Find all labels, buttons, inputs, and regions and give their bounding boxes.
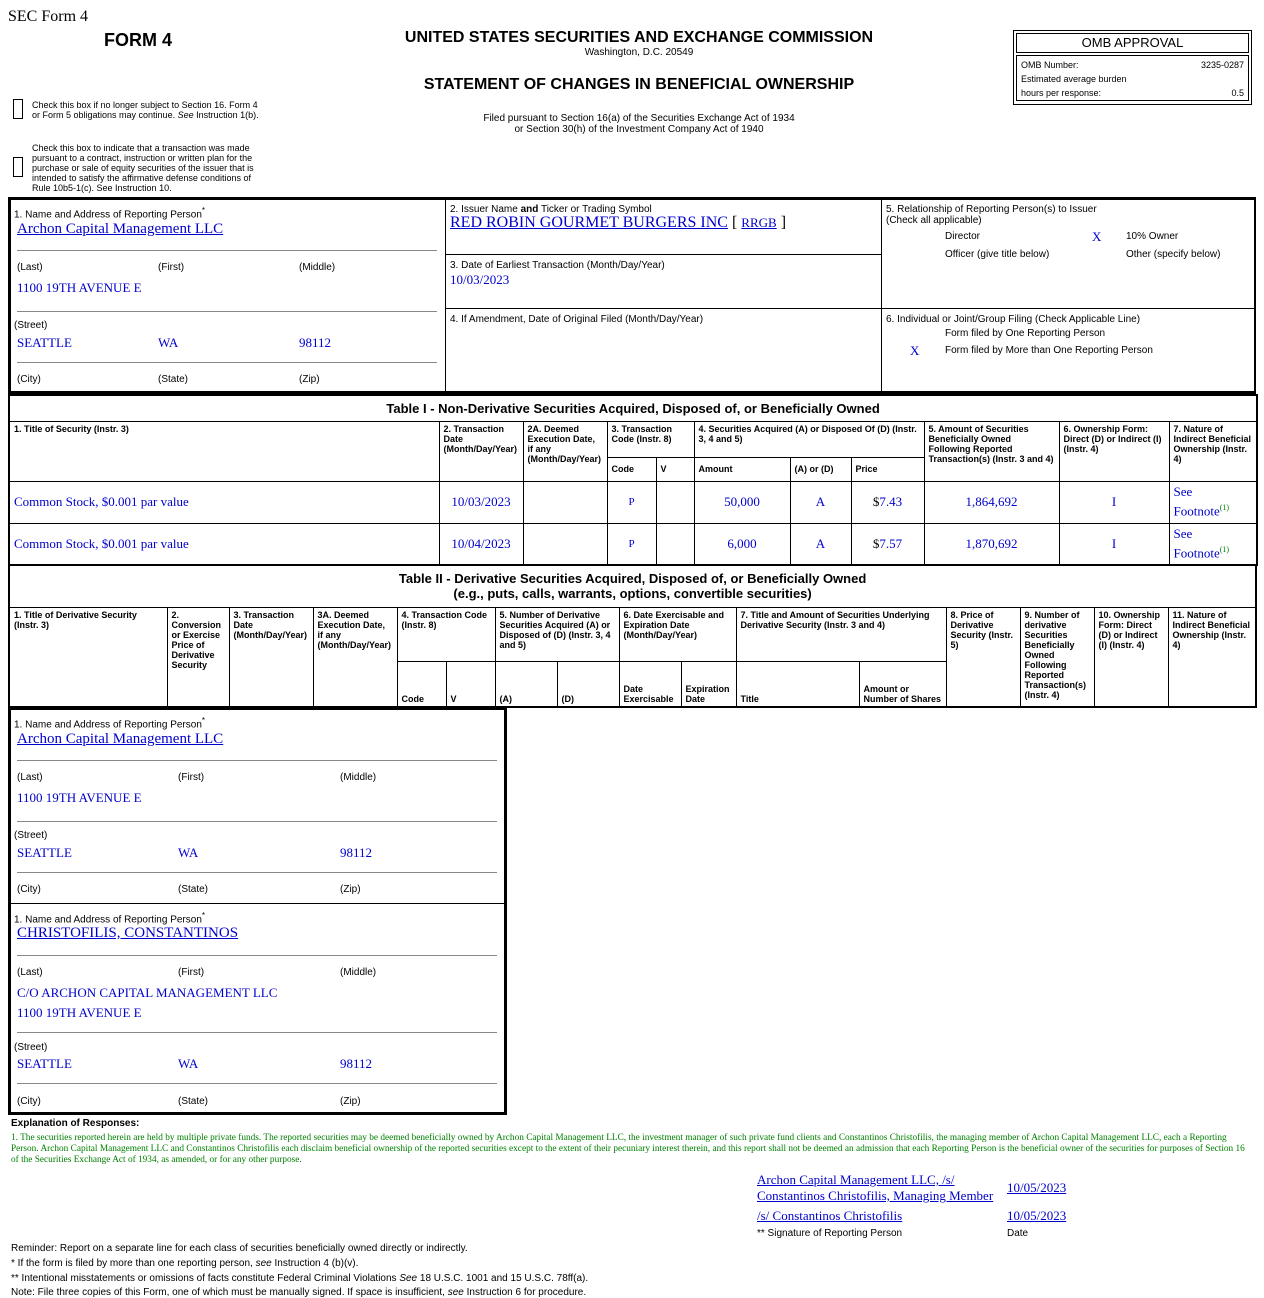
street-value: 1100 19TH AVENUE E [17,1005,142,1020]
table-i [8,394,1258,566]
street-value: 1100 19TH AVENUE E [17,790,142,805]
more-persons-label: Form filed by More than One Reporting Person [945,345,1153,356]
zip-label: (Zip) [340,1096,361,1107]
first-label: (First) [178,967,205,978]
zip-value: 98112 [340,1056,373,1071]
table-i-sub-amount: Amount [694,457,790,481]
table-ii-sub-code: Code [397,661,446,707]
acquired-disposed: A [790,523,851,565]
table-ii-sub-v: V [446,661,495,707]
transaction-date: 10/04/2023 [439,523,523,565]
street-label: (Street) [14,320,48,331]
state-value: WA [178,1056,199,1071]
transaction-date: 10/03/2023 [439,481,523,523]
rule10b5-text-line: intended to satisfy the affirmative defense conditions of [32,173,251,183]
filed-pursuant [380,113,898,135]
rule10b5-text-line: Check this box to indicate that a transaction was made [32,143,250,153]
city-label: (City) [17,374,41,385]
divider [17,872,497,873]
table-ii-header-underlying: 7. Title and Amount of Securities Underlying Derivative Security (Instr. 3 and 4) [736,607,946,661]
table-ii-sub-d: (D) [557,661,619,707]
explanation-title: Explanation of Responses: [11,1118,140,1129]
table-i-sub-aord: (A) or (D) [790,457,851,481]
table-ii-sub-amount: Amount or Number of Shares [859,661,946,707]
security-title: Common Stock, $0.001 par value [9,523,439,565]
table-ii-header-owned: 9. Number of derivative Securities Beneficially Owned Following Reported Transaction(s) (Instr. 4) [1020,607,1094,707]
amount-owned: 1,864,692 [924,481,1059,523]
city-label: (City) [17,884,41,895]
nature-footnote: See Footnote$^{(1)}$ [1169,481,1257,523]
zip-value: 98112 [340,845,373,860]
street-label: (Street) [14,1042,48,1053]
divider [17,311,437,312]
table-i-header-deemed: 2A. Deemed Execution Date, if any (Month/Day/Year) [523,421,607,481]
section16-text: Check this box if no longer subject to Section 16. Form 4 or Form 5 obligations may continue. See Instruction 1(b). [32,100,259,120]
section16-checkbox[interactable] [13,99,23,119]
one-person-label: Form filed by One Reporting Person [945,328,1106,339]
omb-hours-value: 0.5 [1231,88,1244,98]
officer-label: Officer (give title below) [945,249,1050,260]
statement-title: STATEMENT OF CHANGES IN BENEFICIAL OWNERSHIP [423,76,855,93]
price: $7.43 [851,481,924,523]
omb-number-label: OMB Number: [1021,60,1079,70]
note-misstatements: ** Intentional misstatements or omissions of facts constitute Federal Criminal Violations See 18 U.S.C. 1001 and 15 U.S.C. 78ff(a). [11,1273,589,1284]
transaction-code: P [607,481,656,523]
nature-footnote: See Footnote$^{(1)}$ [1169,523,1257,565]
reporting-person-name-link[interactable]: Archon Capital Management LLC [17,221,224,237]
street-value: C/O ARCHON CAPITAL MANAGEMENT LLC [17,985,278,1000]
street-value: 1100 19TH AVENUE E [17,280,142,295]
divider [17,955,497,956]
amount-owned: 1,870,692 [924,523,1059,565]
signature-label: ** Signature of Reporting Person [757,1228,903,1239]
table-ii-header-exercisable: 6. Date Exercisable and Expiration Date (Month/Day/Year) [619,607,736,661]
rule10b5-text-line: pursuant to a contract, instruction or written plan for the [32,153,253,163]
signature-2-date-link[interactable]: 10/05/2023 [1007,1208,1067,1223]
table-ii-header-conversion: 2. Conversion or Exercise Price of Derivative Security [167,607,229,707]
divider [17,821,497,822]
footnote-1: 1. The securities reported herein are held by multiple private funds. The reported securities may be deemed beneficially owned by Archon Capital Management LLC, the investment manager of such private fund clients and Constantinos Christofilis, the managing member of Archon Capital Management LLC, each a Reporting Person. Archon Capital Management LLC and Constantinos Christofilis each disclaim beneficial ownership of the reported securities except to the extent of their pecuniary interest therein, and this report shall not be deemed an admission that each Reporting Person is the beneficial owner of the securities for purposes of Section 16 of the Securities Exchange Act of 1934, as amended, or for any other purpose. [11,1133,1245,1165]
signature-1-link[interactable]: Archon Capital Management LLC, /s/ Constantinos Christofilis, Managing Member [757,1172,994,1203]
omb-number-value: 3235-0287 [1200,60,1244,70]
reporting-person-name-link[interactable]: CHRISTOFILIS, CONSTANTINOS [17,925,239,941]
table-ii-header-nature: 11. Nature of Indirect Beneficial Ownership (Instr. 4) [1168,607,1256,707]
bracket-close: ] [780,214,787,231]
filed-line-2: or Section 30(h) of the Investment Company Act of 1940 [514,124,764,135]
relationship-label: 5. Relationship of Reporting Person(s) to Issuer (Check all applicable) [886,204,1097,226]
table-ii-header-deemed: 3A. Deemed Execution Date, if any (Month/Day/Year) [313,607,397,707]
reporting-person-card [10,709,505,904]
rule10b5-text [32,143,254,193]
reporting-person-name-link[interactable]: Archon Capital Management LLC [17,731,224,747]
earliest-transaction-box [445,254,882,309]
zip-label: (Zip) [340,884,361,895]
relationship-box [881,199,1255,309]
filed-line-1: Filed pursuant to Section 16(a) of the Securities Exchange Act of 1934 [483,113,795,124]
reporting-person-label: 1. Name and Address of Reporting Person* [14,911,206,926]
table-i-header-amount-owned: 5. Amount of Securities Beneficially Owned Following Reported Transaction(s) (Instr. 3 and 4) [924,421,1059,481]
state-label: (State) [158,374,189,385]
reminder-note: Reminder: Report on a separate line for each class of securities beneficially owned directly or indirectly. [11,1243,468,1254]
table-i-header-ownership-form: 6. Ownership Form: Direct (D) or Indirect (I) (Instr. 4) [1059,421,1169,481]
omb-hours-label: hours per response: [1021,88,1102,98]
table-ii-header-date: 3. Transaction Date (Month/Day/Year) [229,607,313,707]
rule10b5-text-line: purchase or sale of equity securities of the issuer that is [32,163,254,173]
state-label: (State) [178,884,209,895]
filing-type-box [881,308,1255,392]
ownership-form: I [1059,523,1169,565]
table-ii-header-title: 1. Title of Derivative Security (Instr. 3) [9,607,167,707]
table-i-header-nature: 7. Nature of Indirect Beneficial Ownership (Instr. 4) [1169,421,1257,481]
state-value: WA [158,335,179,350]
middle-label: (Middle) [299,262,336,273]
issuer-line [450,214,786,232]
note-copies: Note: File three copies of this Form, one of which must be manually signed. If space is insufficient, see Instruction 6 for procedure. [11,1287,587,1298]
price: $7.57 [851,523,924,565]
amendment-box [445,308,882,392]
ten-percent-owner-checkmark: X [1092,229,1102,244]
divider [17,362,437,363]
deemed-date [523,523,607,565]
city-value: SEATTLE [17,845,72,860]
divider [17,1083,497,1084]
divider [17,1032,497,1033]
reporting-person-label: 1. Name and Address of Reporting Person* [14,716,206,731]
signature-1-date-link[interactable]: 10/05/2023 [1007,1180,1067,1195]
table-row [9,523,1257,565]
v-cell [656,481,694,523]
security-title: Common Stock, $0.001 par value [9,481,439,523]
table-i-header-code: 3. Transaction Code (Instr. 8) [607,421,694,457]
table-i-sub-price: Price [851,457,924,481]
issuer-label: 2. Issuer Name and Ticker or Trading Symbol [450,204,652,215]
table-ii [8,564,1257,708]
street-label: (Street) [14,830,48,841]
city-value: SEATTLE [17,335,72,350]
omb-approval-box [1013,30,1252,105]
table-i-header-date: 2. Transaction Date (Month/Day/Year) [439,421,523,481]
agency-location: Washington, D.C. 20549 [584,47,694,58]
first-label: (First) [178,772,205,783]
issuer-name-link[interactable]: RED ROBIN GOURMET BURGERS INC [450,214,728,231]
zip-label: (Zip) [299,374,320,385]
table-ii-header-ownership-form: 10. Ownership Form: Direct (D) or Indirect (I) (Instr. 4) [1094,607,1168,707]
last-label: (Last) [17,772,43,783]
table-i-sub-code: Code [607,457,656,481]
table-ii-sub-a: (A) [495,661,557,707]
transaction-code: P [607,523,656,565]
filing-type-label: 6. Individual or Joint/Group Filing (Check Applicable Line) [886,314,1141,325]
last-label: (Last) [17,967,43,978]
table-ii-sub-title: Title [736,661,859,707]
reporting-person-box [10,199,446,392]
city-label: (City) [17,1096,41,1107]
rule10b5-checkbox[interactable] [13,157,23,177]
last-label: (Last) [17,262,43,273]
deemed-date [523,481,607,523]
acquired-disposed: A [790,481,851,523]
amount: 50,000 [694,481,790,523]
signature-2-link[interactable]: /s/ Constantinos Christofilis [757,1208,903,1223]
table-ii-title: Table II - Derivative Securities Acquired, Disposed of, or Beneficially Owned (e.g., puts, calls, warrants, options, convertible securities) [9,565,1256,607]
omb-burden-label: Estimated average burden [1021,74,1127,84]
sec-form-label: SEC Form 4 [8,8,89,25]
date-label: Date [1007,1228,1029,1239]
more-persons-checkmark: X [910,343,920,358]
middle-label: (Middle) [340,967,377,978]
table-ii-sub-expiration: Expiration Date [681,661,736,707]
rule10b5-text-line: Rule 10b5-1(c). See Instruction 10. [32,183,172,193]
table-i-header-title: 1. Title of Security (Instr. 3) [9,421,439,481]
table-row [9,481,1257,523]
omb-details [1016,55,1249,101]
issuer-box [445,199,882,255]
divider [17,250,437,251]
earliest-transaction-label: 3. Date of Earliest Transaction (Month/Day/Year) [450,260,665,271]
city-value: SEATTLE [17,1056,72,1071]
ticker-link[interactable]: RRGB [741,215,777,230]
state-label: (State) [178,1096,209,1107]
earliest-transaction-date: 10/03/2023 [450,272,510,287]
v-cell [656,523,694,565]
table-i-sub-v: V [656,457,694,481]
reporting-person-label: 1. Name and Address of Reporting Person* [14,206,206,221]
table-i-header-acquired: 4. Securities Acquired (A) or Disposed Of (D) (Instr. 3, 4 and 5) [694,421,924,457]
amendment-label: 4. If Amendment, Date of Original Filed (Month/Day/Year) [450,314,704,325]
table-ii-sub-date-exercisable: Date Exercisable [619,661,681,707]
table-ii-header-code: 4. Transaction Code (Instr. 8) [397,607,495,661]
ten-percent-owner-label: 10% Owner [1126,231,1179,242]
state-value: WA [178,845,199,860]
table-ii-header-price: 8. Price of Derivative Security (Instr. 5) [946,607,1020,707]
divider [17,760,497,761]
director-label: Director [945,231,981,242]
other-label: Other (specify below) [1126,249,1221,260]
note-multiple-persons: * If the form is filed by more than one reporting person, see Instruction 4 (b)(v). [11,1258,359,1269]
middle-label: (Middle) [340,772,377,783]
reporting-person-card [10,903,505,1113]
table-ii-header-number: 5. Number of Derivative Securities Acquired (A) or Disposed of (D) (Instr. 3, 4 and 5) [495,607,619,661]
table-i-title: Table I - Non-Derivative Securities Acquired, Disposed of, or Beneficially Owned [9,395,1257,421]
bracket-open: [ [731,214,738,231]
agency-title: UNITED STATES SECURITIES AND EXCHANGE COMMISSION [404,29,874,46]
first-label: (First) [158,262,185,273]
form-name: FORM 4 [104,30,173,50]
ownership-form: I [1059,481,1169,523]
omb-title: OMB APPROVAL [1016,33,1249,53]
zip-value: 98112 [299,335,332,350]
amount: 6,000 [694,523,790,565]
